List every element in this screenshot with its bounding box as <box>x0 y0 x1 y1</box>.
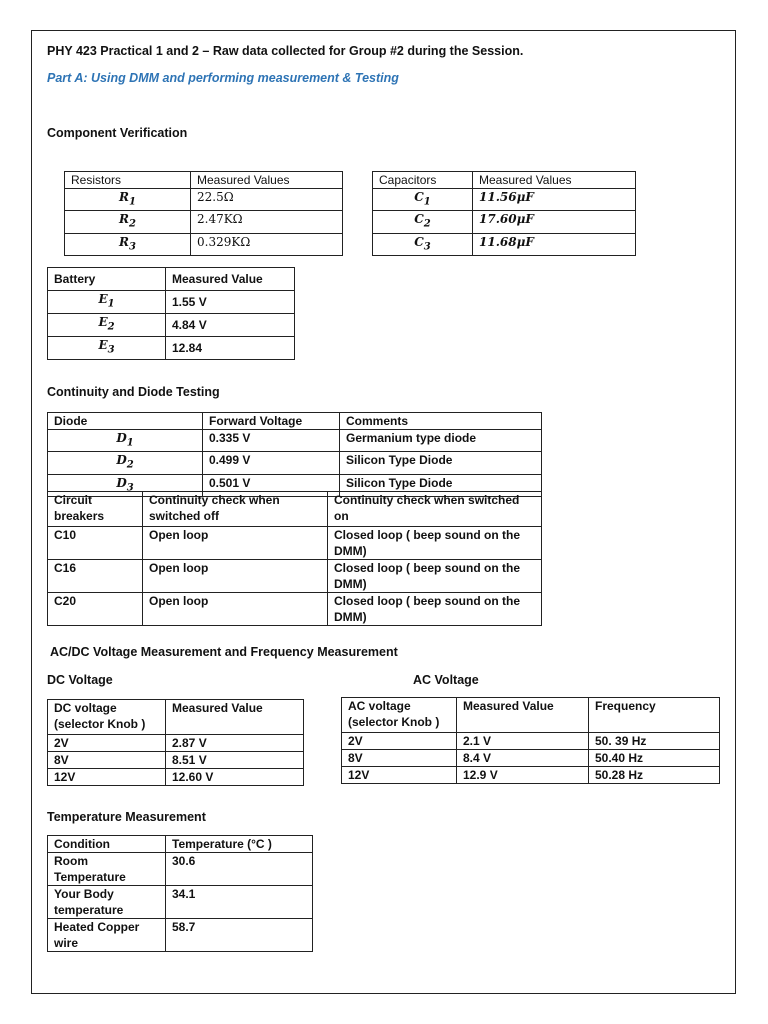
diode-comment: Germanium type diode <box>340 430 542 452</box>
condition-header: Condition <box>48 836 166 853</box>
continuity-heading: Continuity and Diode Testing <box>47 385 220 399</box>
diode-comment: Silicon Type Diode <box>340 452 542 474</box>
diode-symbol: $D_2$ <box>48 452 203 474</box>
battery-header: Battery <box>48 268 166 291</box>
temperature-heading: Temperature Measurement <box>47 810 206 824</box>
temperature-condition: Your Body temperature <box>48 886 166 919</box>
ac-knob: 12V <box>342 767 457 784</box>
ac-frequency: 50. 39 Hz <box>589 733 720 750</box>
capacitor-value: 11.68μF <box>473 233 636 255</box>
resistor-symbol: $R_2$ <box>65 211 191 233</box>
ac-voltage-table <box>341 697 720 784</box>
measured-values-header: Measured Values <box>473 172 636 189</box>
dc-measured-header: Measured Value <box>166 700 304 735</box>
measured-value-header: Measured Value <box>166 268 295 291</box>
capacitor-value: 17.60μF <box>473 211 636 233</box>
dc-value: 12.60 V <box>166 769 304 786</box>
ac-measured-header: Measured Value <box>457 698 589 733</box>
breaker-off: Open loop <box>143 527 328 560</box>
resistor-value: 0.329KΩ <box>191 233 343 255</box>
battery-table <box>47 267 295 360</box>
diodes-table <box>47 412 542 497</box>
capacitors-table <box>372 171 636 256</box>
diode-voltage: 0.335 V <box>203 430 340 452</box>
ac-knob: 8V <box>342 750 457 767</box>
dc-value: 8.51 V <box>166 752 304 769</box>
breaker-on: Closed loop ( beep sound on the DMM) <box>328 560 542 593</box>
temperature-value: 34.1 <box>166 886 313 919</box>
dc-knob: 2V <box>48 735 166 752</box>
temperature-header: Temperature (°C ) <box>166 836 313 853</box>
ac-selector-header: AC voltage (selector Knob ) <box>342 698 457 733</box>
breaker-on: Closed loop ( beep sound on the DMM) <box>328 593 542 626</box>
breaker-name: C20 <box>48 593 143 626</box>
circuit-breakers-header: Circuit breakers <box>48 492 143 527</box>
battery-symbol: $E_1$ <box>48 291 166 314</box>
temperature-condition: Heated Copper wire <box>48 919 166 952</box>
battery-value: 12.84 <box>166 337 295 360</box>
battery-symbol: $E_3$ <box>48 337 166 360</box>
dc-value: 2.87 V <box>166 735 304 752</box>
switched-on-header: Continuity check when switched on <box>328 492 542 527</box>
part-a-subtitle: Part A: Using DMM and performing measurement & Testing <box>47 71 399 85</box>
diode-voltage: 0.501 V <box>203 474 340 496</box>
dc-knob: 12V <box>48 769 166 786</box>
resistor-symbol: $R_1$ <box>65 189 191 211</box>
document-title: PHY 423 Practical 1 and 2 – Raw data collected for Group #2 during the Session. <box>47 44 524 58</box>
capacitor-value: 11.56μF <box>473 189 636 211</box>
breaker-off: Open loop <box>143 560 328 593</box>
breaker-name: C16 <box>48 560 143 593</box>
resistor-symbol: $R_3$ <box>65 233 191 255</box>
battery-value: 4.84 V <box>166 314 295 337</box>
resistors-header: Resistors <box>65 172 191 189</box>
diode-voltage: 0.499 V <box>203 452 340 474</box>
ac-value: 8.4 V <box>457 750 589 767</box>
forward-voltage-header: Forward Voltage <box>203 413 340 430</box>
ac-voltage-label: AC Voltage <box>413 673 479 687</box>
measured-values-header: Measured Values <box>191 172 343 189</box>
ac-frequency: 50.40 Hz <box>589 750 720 767</box>
temperature-value: 58.7 <box>166 919 313 952</box>
resistor-value: 22.5Ω <box>191 189 343 211</box>
temperature-table <box>47 835 313 952</box>
dc-voltage-label: DC Voltage <box>47 673 113 687</box>
dc-voltage-table <box>47 699 304 786</box>
comments-header: Comments <box>340 413 542 430</box>
frequency-header: Frequency <box>589 698 720 733</box>
resistor-value: 2.47KΩ <box>191 211 343 233</box>
capacitor-symbol: $C_3$ <box>373 233 473 255</box>
dc-knob: 8V <box>48 752 166 769</box>
battery-symbol: $E_2$ <box>48 314 166 337</box>
circuit-breakers-table <box>47 491 542 626</box>
ac-value: 2.1 V <box>457 733 589 750</box>
resistors-table <box>64 171 343 256</box>
diode-symbol: $D_1$ <box>48 430 203 452</box>
diode-header: Diode <box>48 413 203 430</box>
ac-frequency: 50.28 Hz <box>589 767 720 784</box>
dc-selector-header: DC voltage (selector Knob ) <box>48 700 166 735</box>
diode-symbol: $D_3$ <box>48 474 203 496</box>
capacitor-symbol: $C_2$ <box>373 211 473 233</box>
ac-value: 12.9 V <box>457 767 589 784</box>
diode-comment: Silicon Type Diode <box>340 474 542 496</box>
battery-value: 1.55 V <box>166 291 295 314</box>
breaker-off: Open loop <box>143 593 328 626</box>
voltage-heading: AC/DC Voltage Measurement and Frequency Measurement <box>50 645 398 659</box>
breaker-name: C10 <box>48 527 143 560</box>
temperature-value: 30.6 <box>166 853 313 886</box>
component-verification-heading: Component Verification <box>47 126 188 140</box>
switched-off-header: Continuity check when switched off <box>143 492 328 527</box>
temperature-condition: Room Temperature <box>48 853 166 886</box>
capacitors-header: Capacitors <box>373 172 473 189</box>
ac-knob: 2V <box>342 733 457 750</box>
capacitor-symbol: $C_1$ <box>373 189 473 211</box>
breaker-on: Closed loop ( beep sound on the DMM) <box>328 527 542 560</box>
